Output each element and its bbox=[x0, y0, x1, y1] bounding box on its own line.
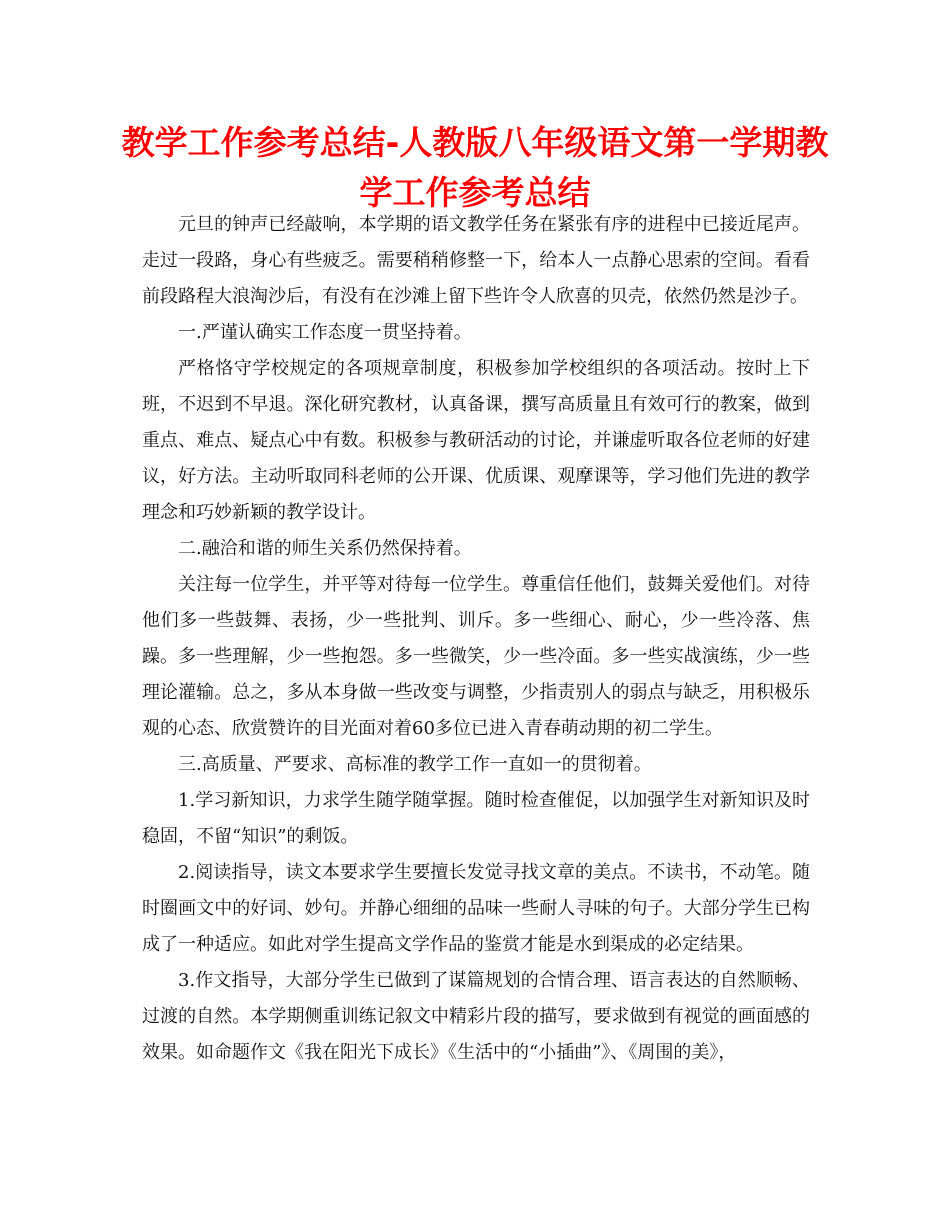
list-item-2: 2.阅读指导，读文本要求学生要擅长发觉寻找文章的美点。不读书，不动笔。随时圈画文中的好词、妙句。并静心细细的品味一些耐人寻味的句子。大部分学生已构成了一种适应。如此对学生提高文学作品的鉴赏才能是水到渠成的必定结果。 bbox=[142, 862, 810, 955]
section-heading-3: 三.高质量、严要求、高标准的教学工作一直如一的贯彻着。 bbox=[178, 754, 652, 775]
list-item-1: 1.学习新知识，力求学生随学随掌握。随时检查催促，以加强学生对新知识及时稳固，不留“知识”的剩饭。 bbox=[142, 790, 810, 847]
list-item-3: 3.作文指导，大部分学生已做到了谋篇规划的合情合理、语言表达的自然顺畅、过渡的自然。本学期侧重训练记叙文中精彩片段的描写，要求做到有视觉的画面感的效果。如命题作文《我在阳光下成长》《生活中的“小插曲”》、《周围的美》， bbox=[142, 970, 810, 1063]
section-heading-2: 二.融洽和谐的师生关系仍然保持着。 bbox=[178, 538, 472, 559]
paragraph-intro: 元旦的钟声已经敲响，本学期的语文教学任务在紧张有序的进程中已接近尾声。走过一段路，身心有些疲乏。需要稍稍修整一下，给本人一点静心思索的空间。看看前段路程大浪淘沙后，有没有在沙滩上留下些许令人欣喜的贝壳，依然仍然是沙子。 bbox=[142, 214, 810, 307]
document-body bbox=[142, 207, 810, 1071]
paragraph-section-2: 关注每一位学生，并平等对待每一位学生。尊重信任他们，鼓舞关爱他们。对待他们多一些鼓舞、表扬，少一些批判、训斥。多一些细心、耐心，少一些冷落、焦躁。多一些理解，少一些抱怨。多一些微笑，少一些冷面。多一些实战演练，少一些理论灌输。总之，多从本身做一些改变与调整，少指责别人的弱点与缺乏，用积极乐观的心态、欣赏赞许的目光面对着60多位已进入青春萌动期的初二学生。 bbox=[142, 574, 810, 739]
paragraph-section-1: 严格恪守学校规定的各项规章制度，积极参加学校组织的各项活动。按时上下班，不迟到不早退。深化研究教材，认真备课，撰写高质量且有效可行的教案，做到重点、难点、疑点心中有数。积极参与教研活动的讨论，并谦虚听取各位老师的好建议，好方法。主动听取同科老师的公开课、优质课、观摩课等，学习他们先进的教学理念和巧妙新颖的教学设计。 bbox=[142, 358, 810, 523]
document-title: 教学工作参考总结-人教版八年级语文第一学期教学工作参考总结 bbox=[121, 123, 829, 212]
section-heading-1: 一.严谨认确实工作态度一贯坚持着。 bbox=[178, 322, 472, 343]
